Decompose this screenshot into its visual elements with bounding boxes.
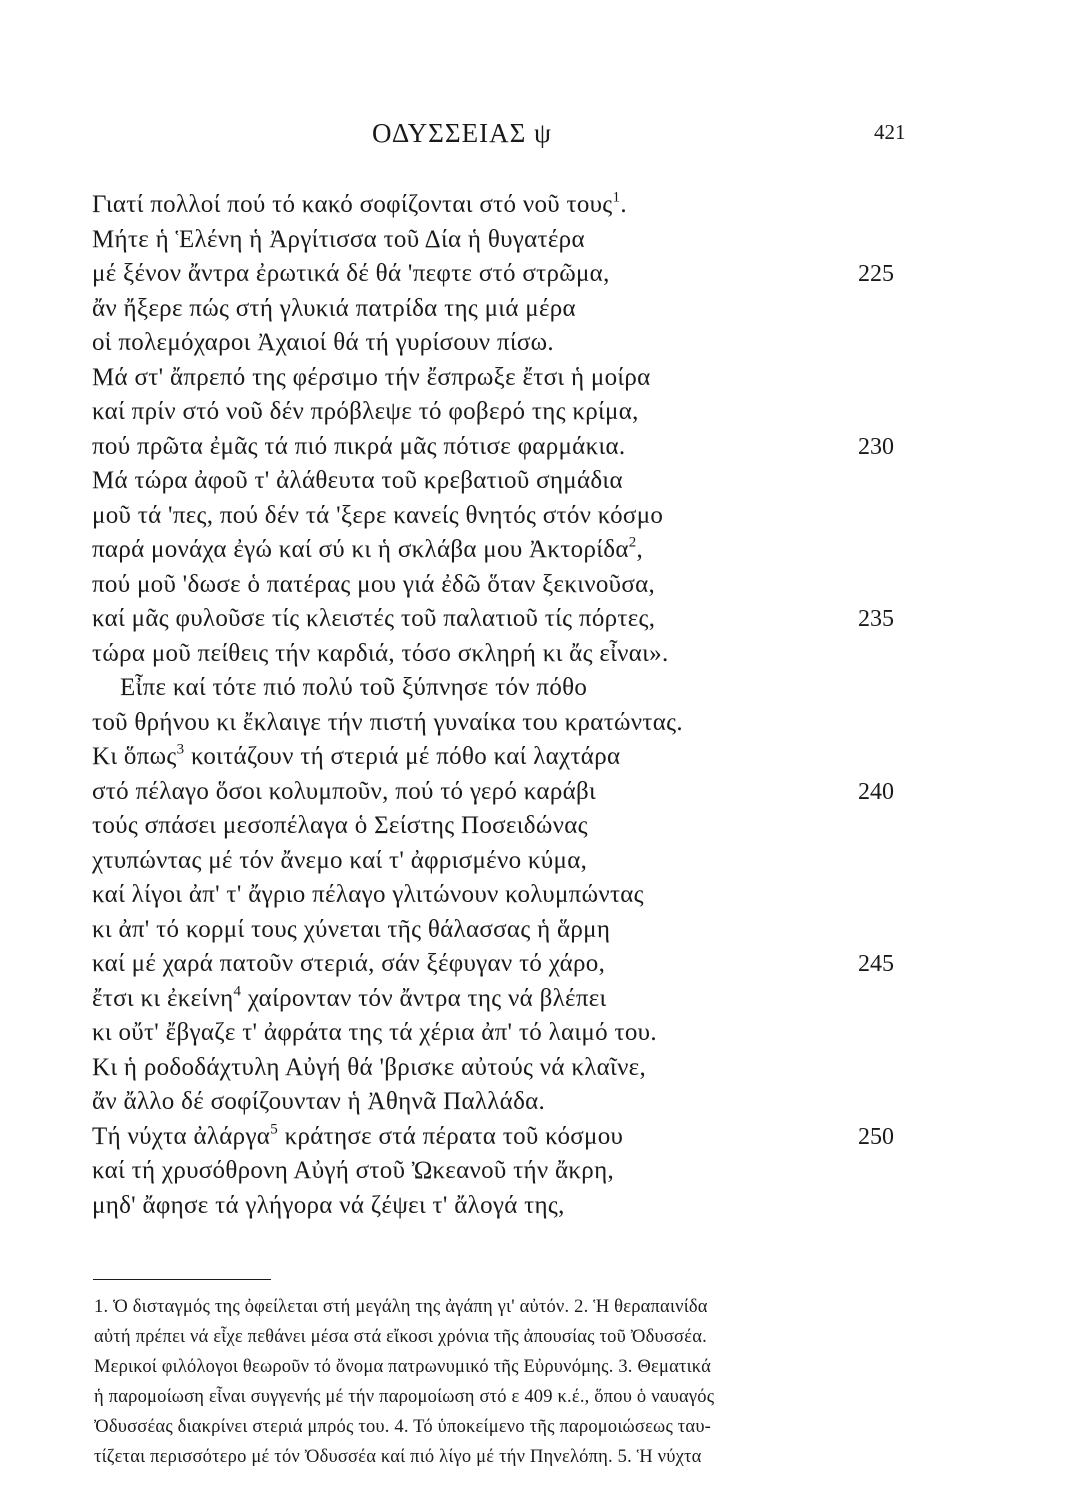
verse-line bbox=[0, 1085, 1085, 1120]
line-number: 240 bbox=[858, 778, 894, 805]
verse-text-main: οἱ πολεμόχαροι Ἀχαιοί θά τή γυρίσουν πίσω. bbox=[92, 329, 554, 356]
verse-text bbox=[92, 257, 610, 292]
verse-block bbox=[0, 188, 1085, 1223]
verse-text-main: μηδ' ἄφησε τά γλήγορα νά ζέψει τ' ἄλογά της, bbox=[92, 1191, 565, 1219]
footnote-line: τίζεται περισσότερο μέ τόν Ὀδυσσέα καί πιό λίγο μέ τήν Πηνελόπη. 5. Ἡ νύχτα bbox=[94, 1447, 702, 1467]
verse-text-main: καί μέ χαρά πατοῦν στεριά, σάν ξέφυγαν τό χάρο, bbox=[92, 950, 606, 977]
verse-text bbox=[92, 982, 607, 1017]
verse-line bbox=[0, 844, 1085, 879]
verse-line bbox=[0, 602, 1085, 637]
verse-text-main: τώρα μοῦ πείθεις τήν καρδιά, τόσο σκληρή κι ἄς εἶναι». bbox=[92, 639, 669, 667]
verse-text bbox=[92, 361, 651, 396]
verse-text-main: καί μᾶς φυλοῦσε τίς κλειστές τοῦ παλατιοῦ τίς πόρτες, bbox=[92, 605, 656, 632]
verse-text-main: ἄν ἄλλο δέ σοφίζουνταν ἡ Ἀθηνᾶ Παλλάδα. bbox=[92, 1088, 546, 1115]
verse-line bbox=[0, 1051, 1085, 1086]
verse-text bbox=[92, 1016, 657, 1051]
verse-text-after: χαίρονταν τόν ἄντρα της νά βλέπει bbox=[241, 984, 607, 1012]
verse-text bbox=[120, 671, 587, 706]
verse-text-main: Κι ὅπως bbox=[92, 743, 177, 770]
verse-text-main: τοῦ θρήνου κι ἔκλαιγε τήν πιστή γυναίκα του κρατώντας. bbox=[92, 708, 683, 736]
verse-line bbox=[0, 1154, 1085, 1189]
verse-text bbox=[92, 188, 627, 223]
verse-text-after: κράτησε στά πέρατα τοῦ κόσμου bbox=[278, 1122, 624, 1150]
verse-text bbox=[92, 637, 669, 672]
verse-text-after: , bbox=[636, 536, 644, 563]
verse-line bbox=[0, 223, 1085, 258]
verse-text bbox=[92, 395, 639, 430]
verse-line bbox=[0, 464, 1085, 499]
verse-text bbox=[92, 1154, 614, 1189]
verse-text-after: κοιτάζουν τή στεριά μέ πόθο καί λαχτάρα bbox=[184, 743, 621, 770]
verse-text bbox=[92, 1120, 623, 1155]
verse-line bbox=[0, 533, 1085, 568]
verse-text-main: Μά τώρα ἀφοῦ τ' ἀλάθευτα τοῦ κρεβατιοῦ σημάδια bbox=[92, 467, 623, 494]
verse-line bbox=[0, 878, 1085, 913]
verse-text bbox=[92, 1085, 545, 1120]
verse-line bbox=[0, 257, 1085, 292]
verse-text-main: πού πρῶτα ἐμᾶς τά πιό πικρά μᾶς πότισε φαρμάκια. bbox=[92, 432, 626, 460]
verse-text-main: Γιατί πολλοί πού τό κακό σοφίζονται στό νοῦ τους bbox=[92, 191, 613, 218]
verse-line bbox=[0, 913, 1085, 948]
verse-line bbox=[0, 1120, 1085, 1155]
verse-text-main: Εἶπε καί τότε πιό πολύ τοῦ ξύπνησε τόν πόθο bbox=[120, 674, 588, 701]
verse-line bbox=[0, 326, 1085, 361]
footnote-marker: 1 bbox=[612, 189, 621, 206]
verse-line bbox=[0, 395, 1085, 430]
verse-text-main: Μήτε ἡ Ἑλένη ἡ Ἀργίτισσα τοῦ Δία ἡ θυγατέρα bbox=[92, 225, 585, 253]
verse-text-main: Κι ἡ ροδοδάχτυλη Αὐγή θά 'βρισκε αὐτούς νά κλαῖνε, bbox=[92, 1053, 647, 1081]
verse-line bbox=[0, 982, 1085, 1017]
verse-text-main: κι ἀπ' τό κορμί τους χύνεται τῆς θάλασσας ἡ ἅρμη bbox=[92, 915, 611, 943]
verse-text bbox=[92, 223, 585, 258]
verse-line bbox=[0, 637, 1085, 672]
verse-text-main: μοῦ τά 'πες, πού δέν τά 'ξερε κανείς θνητός στόν κόσμο bbox=[92, 501, 664, 529]
footnote-line: αὐτή πρέπει νά εἶχε πεθάνει μέσα στά εἴκοσι χρόνια τῆς ἀπουσίας τοῦ Ὀδυσσέα. bbox=[94, 1327, 707, 1347]
verse-line bbox=[0, 671, 1085, 706]
verse-text-main: καί τή χρυσόθρονη Αὐγή στοῦ Ὠκεανοῦ τήν ἄκρη, bbox=[92, 1157, 614, 1184]
verse-text bbox=[92, 809, 588, 844]
verse-text-main: Μά στ' ἄπρεπό της φέρσιμο τήν ἔσπρωξε ἔτσι ἡ μοίρα bbox=[92, 363, 651, 391]
verse-text bbox=[92, 292, 576, 327]
verse-text-main: στό πέλαγο ὅσοι κολυμποῦν, πού τό γερό καράβι bbox=[92, 777, 597, 805]
verse-line bbox=[0, 775, 1085, 810]
verse-text bbox=[92, 775, 596, 810]
line-number: 225 bbox=[858, 261, 894, 287]
verse-text-main: παρά μονάχα ἐγώ καί σύ κι ἡ σκλάβα μου Ἀκτορίδα bbox=[92, 536, 629, 563]
footnote-line: Μερικοί φιλόλογοι θεωροῦν τό ὄνομα πατρωνυμικό τῆς Εὐρυνόμης. 3. Θεματικά bbox=[94, 1357, 712, 1377]
line-number: 230 bbox=[858, 433, 894, 460]
footnote-divider bbox=[93, 1279, 271, 1280]
verse-text-main: ἄν ἤξερε πώς στή γλυκιά πατρίδα της μιά μέρα bbox=[92, 294, 576, 322]
footnote-marker: 3 bbox=[176, 741, 185, 758]
verse-text bbox=[92, 878, 644, 913]
line-number: 250 bbox=[858, 1123, 894, 1150]
verse-text-main: χτυπώντας μέ τόν ἄνεμο καί τ' ἀφρισμένο κύμα, bbox=[92, 846, 588, 874]
verse-line bbox=[0, 292, 1085, 327]
verse-text-main: κι οὔτ' ἔβγαζε τ' ἀφράτα της τά χέρια ἀπ' τό λαιμό του. bbox=[92, 1019, 657, 1046]
page-number: 421 bbox=[874, 120, 906, 144]
verse-text bbox=[92, 706, 683, 741]
footnote-marker: 5 bbox=[270, 1121, 279, 1137]
verse-text bbox=[92, 1051, 646, 1086]
verse-line bbox=[0, 361, 1085, 396]
verse-text-main: ἔτσι κι ἐκείνη bbox=[92, 984, 234, 1012]
verse-text-main: τούς σπάσει μεσοπέλαγα ὁ Σείστης Ποσειδώνας bbox=[92, 812, 588, 839]
verse-line bbox=[0, 568, 1085, 603]
verse-text bbox=[92, 568, 655, 603]
verse-text bbox=[92, 533, 643, 568]
footnote-line: Ὀδυσσέας διακρίνει στεριά μπρός του. 4. Τό ὑποκείμενο τῆς παρομοιώσεως ταυ- bbox=[94, 1417, 712, 1437]
verse-text bbox=[92, 430, 625, 465]
verse-line bbox=[0, 430, 1085, 465]
verse-text-main: μέ ξένον ἄντρα ἐρωτικά δέ θά 'πεφτε στό στρῶμα, bbox=[92, 260, 610, 287]
verse-line bbox=[0, 188, 1085, 223]
verse-line bbox=[0, 1016, 1085, 1051]
line-number: 235 bbox=[858, 606, 894, 632]
verse-line bbox=[0, 947, 1085, 982]
verse-line bbox=[0, 1189, 1085, 1224]
verse-text bbox=[92, 602, 655, 637]
footnotes-block bbox=[94, 1292, 924, 1472]
verse-text bbox=[92, 326, 554, 361]
verse-text bbox=[92, 844, 587, 879]
verse-text bbox=[92, 913, 610, 948]
footnote-line: 1. Ὁ δισταγμός της ὀφείλεται στή μεγάλη της ἀγάπη γι' αὐτόν. 2. Ἡ θεραπαινίδα bbox=[94, 1297, 708, 1317]
verse-text-main: πού μοῦ 'δωσε ὁ πατέρας μου γιά ἐδῶ ὅταν ξεκινοῦσα, bbox=[92, 570, 656, 598]
verse-text bbox=[92, 947, 605, 982]
footnote-line: ἡ παρομοίωση εἶναι συγγενής μέ τήν παρομοίωση στό ε 409 κ.έ., ὅπου ὁ ναυαγός bbox=[94, 1387, 715, 1407]
running-head-title: ΟΔΥΣΣΕΙΑΣ ψ bbox=[372, 118, 552, 148]
verse-line bbox=[0, 809, 1085, 844]
verse-text bbox=[92, 740, 620, 775]
verse-line bbox=[0, 706, 1085, 741]
line-number: 245 bbox=[858, 951, 894, 977]
verse-text bbox=[92, 499, 663, 534]
footnote-marker: 4 bbox=[233, 983, 242, 999]
verse-line bbox=[0, 499, 1085, 534]
verse-text-main: Τή νύχτα ἀλάργα bbox=[92, 1122, 271, 1150]
verse-text-after: . bbox=[620, 191, 627, 218]
verse-text-main: καί πρίν στό νοῦ δέν πρόβλεψε τό φοβερό της κρίμα, bbox=[92, 398, 639, 425]
verse-text-main: καί λίγοι ἀπ' τ' ἄγριο πέλαγο γλιτώνουν κολυμπώντας bbox=[92, 881, 644, 908]
footnote-marker: 2 bbox=[628, 534, 637, 551]
verse-text bbox=[92, 464, 623, 499]
verse-line bbox=[0, 740, 1085, 775]
verse-text bbox=[92, 1189, 565, 1224]
